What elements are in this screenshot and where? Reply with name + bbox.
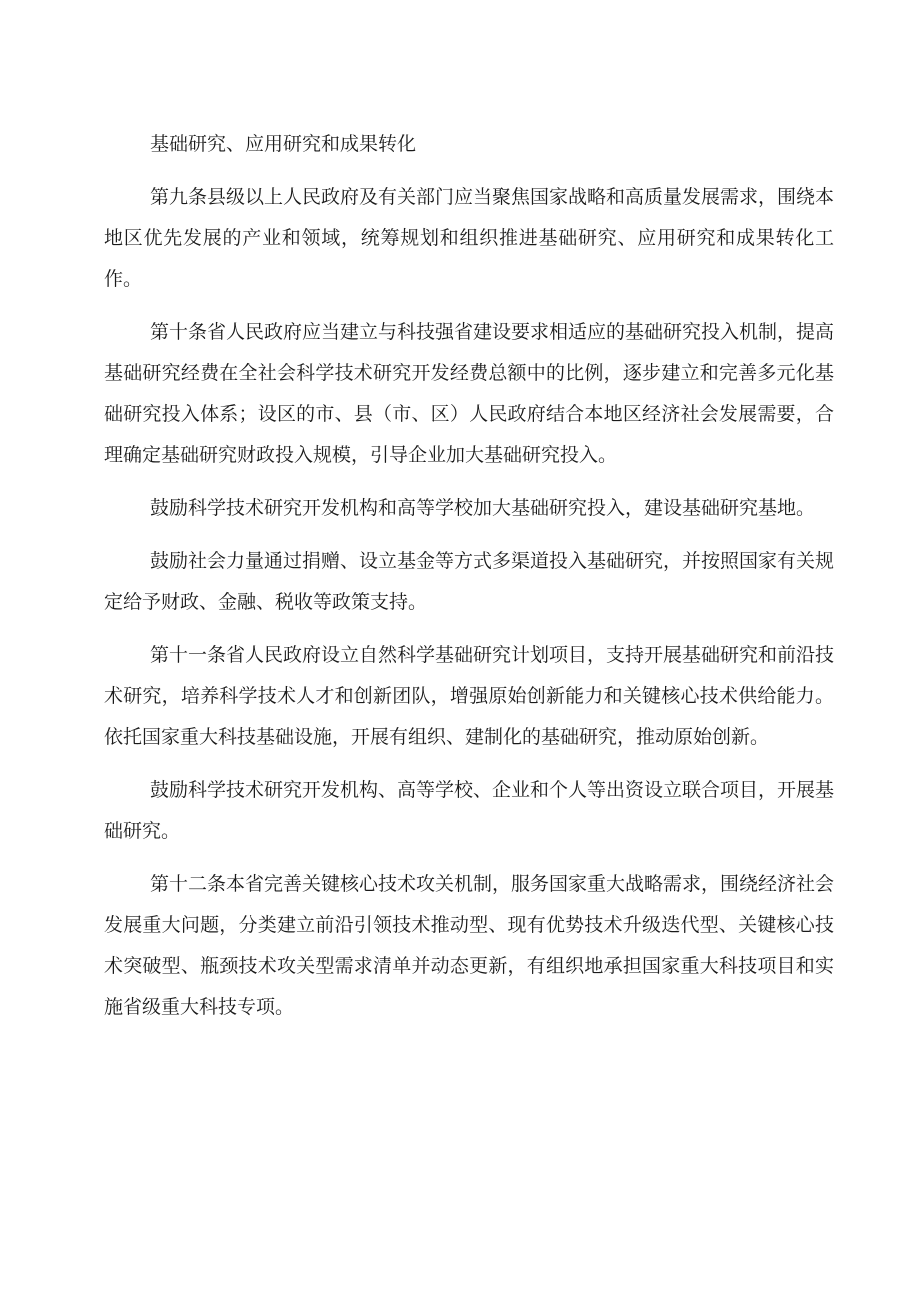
section-heading: 基础研究、应用研究和成果转化 bbox=[150, 133, 417, 155]
article-9-paragraph: 第九条县级以上人民政府及有关部门应当聚焦国家战略和高质量发展需求，围绕本地区优先发展的产业和领域，统筹规划和组织推进基础研究、应用研究和成果转化工作。 bbox=[104, 186, 835, 290]
article-12-paragraph: 第十二条本省完善关键核心技术攻关机制，服务国家重大战略需求，围绕经济社会发展重大问题，分类建立前沿引领技术推动型、现有优势技术升级迭代型、关键核心技术突破型、瓶颈技术攻关型需求清单并动态更新，有组织地承担国家重大科技项目和实施省级重大科技专项。 bbox=[104, 873, 835, 1018]
article-10-paragraph-2: 鼓励科学技术研究开发机构和高等学校加大基础研究投入，建设基础研究基地。 bbox=[150, 497, 816, 519]
article-10-paragraph: 第十条省人民政府应当建立与科技强省建设要求相适应的基础研究投入机制，提高基础研究经费在全社会科学技术研究开发经费总额中的比例，逐步建立和完善多元化基础研究投入体系；设区的市、县（市、区）人民政府结合本地区经济社会发展需要，合理确定基础研究财政投入规模，引导企业加大基础研究投入。 bbox=[104, 321, 835, 466]
article-10-paragraph-3: 鼓励社会力量通过捐赠、设立基金等方式多渠道投入基础研究，并按照国家有关规定给予财政、金融、税收等政策支持。 bbox=[104, 550, 835, 613]
article-11-paragraph-2: 鼓励科学技术研究开发机构、高等学校、企业和个人等出资设立联合项目，开展基础研究。 bbox=[104, 779, 835, 842]
document-body bbox=[104, 124, 834, 1040]
article-11-paragraph: 第十一条省人民政府设立自然科学基础研究计划项目，支持开展基础研究和前沿技术研究，培养科学技术人才和创新团队，增强原始创新能力和关键核心技术供给能力。依托国家重大科技基础设施，开展有组织、建制化的基础研究，推动原始创新。 bbox=[104, 644, 835, 748]
